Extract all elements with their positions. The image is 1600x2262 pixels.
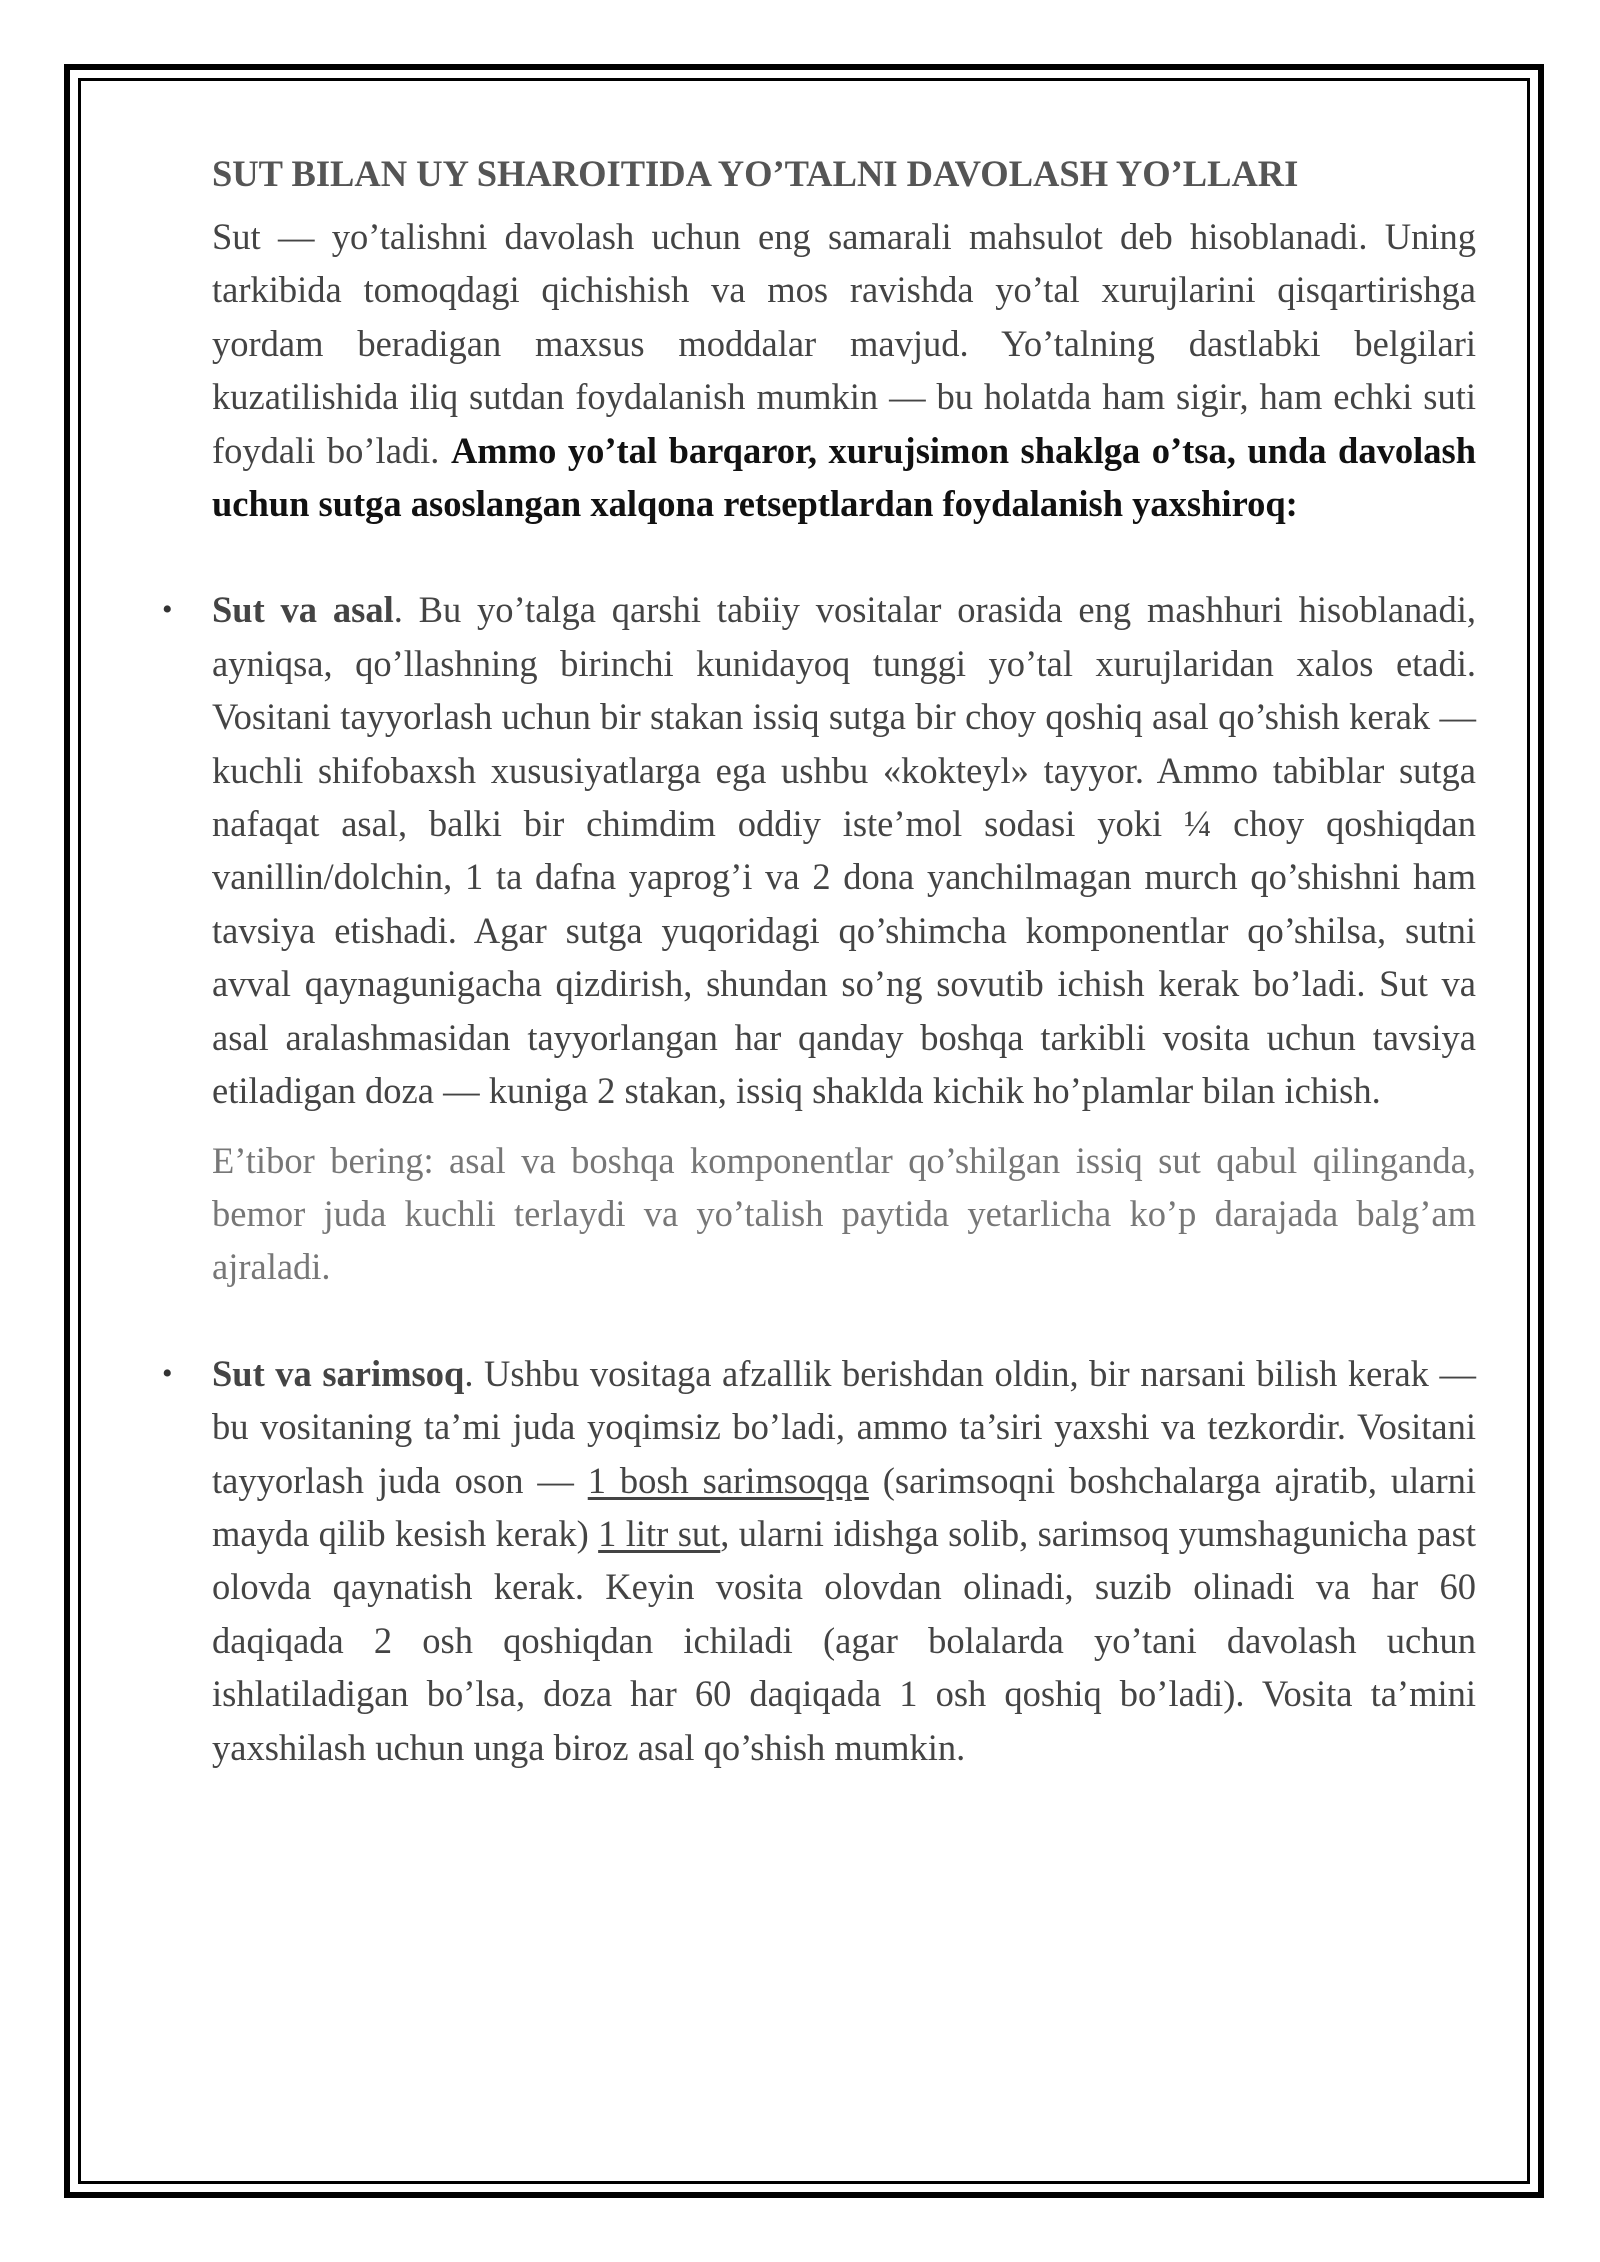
intro-bold-text: Ammo yo’tal barqaror, xurujsimon shaklga o’tsa, unda davolash uchun sutga asoslangan xalqona retseptlardan foydalanish yaxshiroq: xyxy=(212,429,1476,525)
document-body xyxy=(162,148,1477,1774)
underlined-amount: 1 litr sut xyxy=(598,1512,721,1554)
bullet-icon: • xyxy=(162,1356,173,1390)
item-heading: Sut va sarimsoq xyxy=(212,1352,465,1394)
list-item-milk-honey xyxy=(162,583,1476,1117)
bullet-icon: • xyxy=(162,593,173,627)
spacer xyxy=(212,530,1476,583)
item-text: . Bu yo’talga qarshi tabiiy vositalar orasida eng mashhuri hisoblanadi, ayniqsa, qo’llashning birinchi kunidayoq tunggi yo’tal xurujlaridan xalos etadi. Vositani tayyorlash uchun bir stakan issiq sutga bir choy qoshiq asal qo’shish kerak — kuchli shifobaxsh xususiyatlarga ega ushbu «kokteyl» tayyor. Ammo tabiblar sutga nafaqat asal, balki bir chimdim oddiy iste’mol sodasi yoki ¼ choy qoshiqdan vanillin/dolchin, 1 ta dafna yaprog’i va 2 dona yanchilmagan murch qo’shishni ham tavsiya etishadi. Agar sutga yuqoridagi qo’shimcha komponentlar qo’shilsa, sutni avval qaynagunigacha qizdirish, shundan so’ng sovutib ichish kerak bo’ladi. Sut va asal aralashmasidan tayyorlangan har qanday boshqa tarkibli vosita uchun tavsiya etiladigan doza — kuniga 2 stakan, issiq shaklda kichik ho’plamlar bilan ichish. xyxy=(212,589,1476,1112)
intro-text: Sut — yo’talishni davolash uchun eng samarali mahsulot deb hisoblanadi. Uning tarkibida tomoqdagi qichishish va mos ravishda yo’tal xurujlarini qisqartirishga yordam beradigan maxsus moddalar mavjud. Yo’talning dastlabki belgilari kuzatilishida iliq sutdan foydalanish mumkin — bu holatda ham sigir, ham echki suti foydali bo’ladi. xyxy=(212,216,1476,471)
underlined-amount: 1 bosh sarimsoqqa xyxy=(587,1459,869,1501)
list-item-milk-garlic xyxy=(162,1347,1477,1774)
item-text: (sarimsoqni boshchalarga ajratib, ularni mayda qilib kesish kerak) xyxy=(212,1459,1477,1554)
item-heading: Sut va asal xyxy=(212,589,394,631)
intro-paragraph xyxy=(212,210,1476,530)
item-text: , ularni idishga solib, sarimsoq yumshagunicha past olovda qaynatish kerak. Keyin vosita olovdan olinadi, suzib olinadi va har 60 daqiqada 2 osh qoshiqdan ichiladi (agar bolalarda yo’tani davolash uchun ishlatiladigan bo’lsa, doza har 60 daqiqada 1 osh qoshiq bo’ladi). Vosita ta’mini yaxshilash uchun unga biroz asal qo’shish mumkin. xyxy=(212,1512,1476,1768)
item-text: . Ushbu vositaga afzallik berishdan oldin, bir narsani bilish kerak — bu vositaning ta’mi juda yoqimsiz bo’ladi, ammo ta’siri yaxshi va tezkordir. Vositani tayyorlash juda oson — xyxy=(212,1352,1476,1501)
note-paragraph: E’tibor bering: asal va boshqa komponentlar qo’shilgan issiq sut qabul qilinganda, bemor juda kuchli terlaydi va yo’talish paytida yetarlicha ko’p darajada balg’am ajraladi. xyxy=(212,1139,1476,1288)
spacer xyxy=(212,1294,1476,1347)
document-title: SUT BILAN UY SHAROITIDA YO’TALNI DAVOLASH YO’LLARI xyxy=(212,153,1299,194)
